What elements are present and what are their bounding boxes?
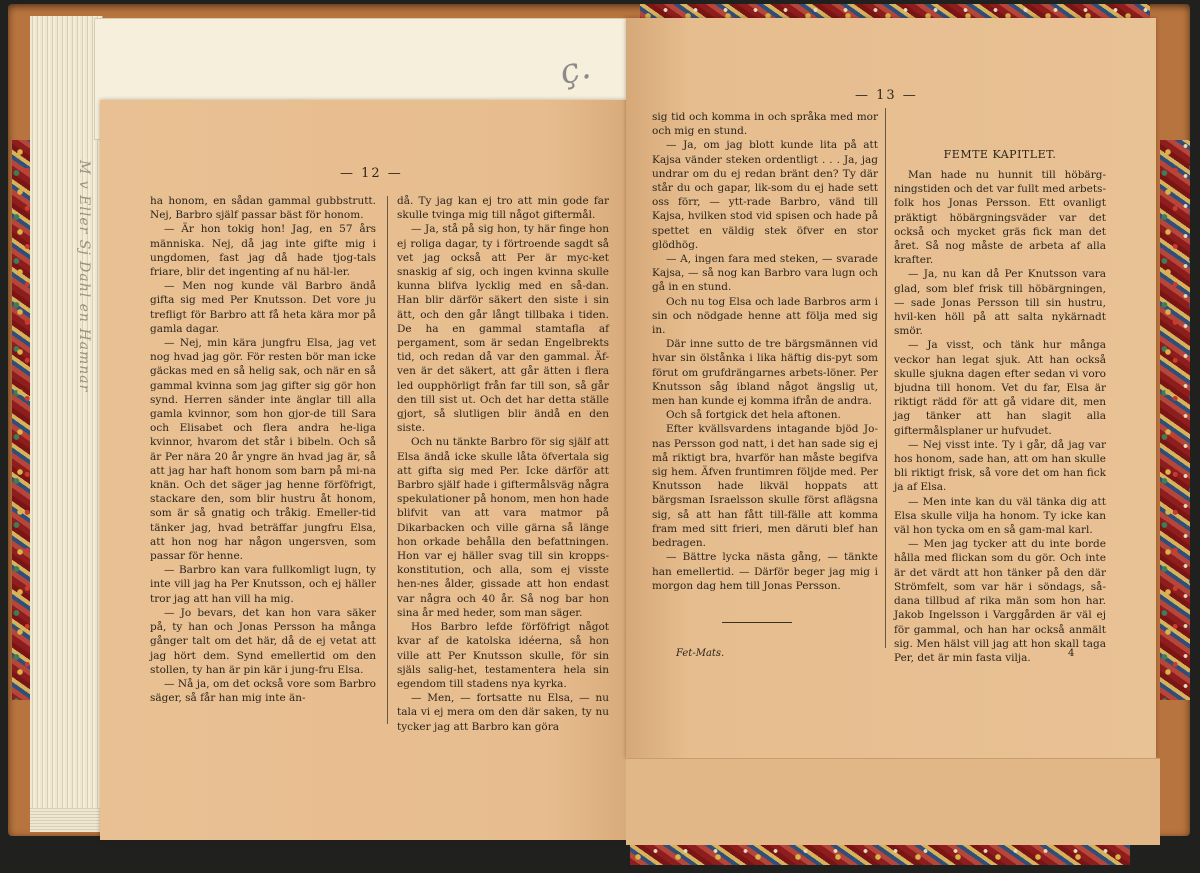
paragraph: Hos Barbro lefde förföfrigt något kvar af de katolska idéerna, så hon ville att Per Knutsson skulle, för sin själs salig-het, testamentera hela sin egendom till stadens nya kyrka.	[397, 621, 609, 690]
paragraph: — Men inte kan du väl tänka dig att Elsa skulle vilja ha honom. Ty icke kan väl hon tycka om en så gam-mal karl.	[894, 495, 1106, 537]
page-13-lower-margin	[626, 758, 1160, 845]
marbled-endpaper-bottom	[630, 845, 1130, 865]
paragraph: — Är hon tokig hon! Jag, en 57 års människa. Nej, då jag inte gifte mig i ungdomen, fast jag då hade tjog-tals friare, blir det ingenting af nu häl-ler.	[150, 223, 376, 279]
page-number-12: — 12 —	[340, 166, 403, 181]
manuscript-margin-note: M v Eller Sj Dahl en Hamnar	[76, 160, 92, 393]
column-divider	[387, 196, 388, 724]
column-divider	[885, 108, 886, 648]
paragraph: — Men nog kunde väl Barbro ändå gifta sig med Per Knutsson. Det vore ju trefligt för Barbro att få heta kära mor på gamla dagar.	[150, 280, 376, 335]
paragraph: Man hade nu hunnit till höbärg-ningstiden och det var fullt med arbets-folk hos Jonas Persson. Ett ovanligt präktigt höbärgningsväder var det också och mycket gräs fick man det året. Så nog måste de arbeta af alla krafter.	[894, 169, 1106, 267]
paragraph: — Nej, min kära jungfru Elsa, jag vet nog hvad jag gör. För resten bör man icke gäckas med en så helig sak, och när en så gammal kvinna som jag gifter sig gör hon synd. Herren sänder inte änglar till alla gamla kvinnor, som hon gjor-de till Sara och Elisabet och flera andra he-liga kvinnor, hvarom det står i bibeln. Och så är Per nära 20 år yngre än hvad jag är, så att jag har haft honom som barn på mi-na knän. Och det säger jag henne förföfrigt, stackare den, som blir hustru åt honom, som är så gnatig och tråkig. Emeller-tid tänker jag, hvad beträffar jungfru Elsa, att hon nog har någon ungersven, som passar för henne.	[150, 337, 376, 563]
paragraph: — Ja, stå på sig hon, ty här finge hon ej roliga dagar, ty i förtroende sagdt så vet jag också att Per är myc-ket snaskig af sig, och ingen kvinna skulle kunna blifva lycklig med en så-dan. Han blir därför säkert den siste i sin ätt, och den går långt tillbaka i tiden. De ha en gammal stamtafla af pergament, som är sedan Engelbrekts tid, och redan då var den gammal. Äf-ven är det säkert, att går ätten i flera led oupphörligt från far till son, så går den till sist ut. Och det har detta ställe gjort, så slutligen blir ändå en den siste.	[397, 223, 609, 435]
paragraph: — Ja, om jag blott kunde lita på att Kajsa vänder steken ordentligt . . . Ja, jag undrar om du ej redan bränt den? Ty där står du och gapar, lik-som du ej hade sett oss förr, — ytt-rade Barbro, vänd till Kajsa, hvilken stod vid spisen och hade på spettet en väldig stek öfver en stor glödhög.	[652, 139, 878, 251]
chapter-heading-wrap	[894, 140, 1106, 172]
section-rule	[722, 622, 792, 623]
paragraph: — Jo bevars, det kan hon vara säker på, ty han och Jonas Persson ha många gånger talt om det här, då de ej vetat att jag hört dem. Synd emellertid om den stollen, ty han är pin kär i jung-fru Elsa.	[150, 606, 376, 676]
page-13-column-2	[894, 168, 1106, 665]
paragraph: — Men jag tycker att du inte borde hålla med flickan som du gör. Och inte är det värdt att hon tänker på den där Strömfelt, som var här i söndags, så-dana tillbud af rika män som hon har. Jakob Ingelsson i Varggården är väl ej för gammal, och han har också anmält sig. Men hälst vill jag att hon skall taga Per, det är min fasta vilja.	[894, 538, 1106, 664]
paragraph: ha honom, en sådan gammal gubbstrutt. Nej, Barbro själf passar bäst för honom.	[150, 195, 376, 222]
paragraph: Där inne sutto de tre bärgsmännen vid hvar sin ölstånka i lika häftig dis-pyt som förut om grufdrängarnes arbets-löner. Per Knutsson såg ibland något ängslig ut, men han kunde ej komma ifrån de andra.	[652, 338, 878, 408]
flyleaf-handwritten-mark: ç.	[555, 46, 595, 94]
page-12-column-2	[397, 194, 609, 734]
page-12-column-1	[150, 194, 376, 705]
marbled-endpaper-right	[1160, 140, 1190, 700]
page-number-13: — 13 —	[855, 88, 918, 103]
paragraph: — A, ingen fara med steken, — svarade Kajsa, — så nog kan Barbro vara lugn och gå in en stund.	[652, 253, 878, 294]
signature-footer: Fet-Mats.	[676, 648, 725, 659]
paragraph: — Men, — fortsatte nu Elsa, — nu tala vi ej mera om den där saken, ty nu tycker jag att Barbro kan göra	[397, 692, 609, 733]
paragraph: Efter kvällsvardens intagande bjöd Jo-nas Persson god natt, i det han sade sig ej må riktigt bra, hvarför han måste begifva sig hem. Äfven fruntimren följde med. Per Knutsson hade likväl hoppats att bärgsman Israelsson skulle först aflägsna sig, så att han fått till-fälle att komma fram med sitt frieri, men däruti blef han bedragen.	[652, 423, 878, 550]
paragraph: — Nå ja, om det också vore som Barbro säger, så får han mig inte än-	[150, 677, 376, 705]
paragraph: Och nu tog Elsa och lade Barbros arm i sin och nödgade henne att följa med sig in.	[652, 295, 878, 337]
paragraph: sig tid och komma in och språka med mor och mig en stund.	[652, 111, 878, 138]
paragraph: då. Ty jag kan ej tro att min gode far skulle tvinga mig till något giftermål.	[397, 195, 609, 222]
paragraph: — Nej visst inte. Ty i går, då jag var hos honom, sade han, att om han skulle bli riktigt frisk, så vore det om han fick ja af Elsa.	[894, 438, 1106, 494]
paragraph: — Barbro kan vara fullkomligt lugn, ty inte vill jag ha Per Knutsson, och ej häller tror jag att han vill ha mig.	[150, 564, 376, 605]
paragraph: Och nu tänkte Barbro för sig själf att Elsa ändå icke skulle låta öfvertala sig att gifta sig med Per. Icke därför att Barbro själf hade i giftermålsväg några spekulationer på honom, men hon hade blifvit van att vara matmor på Dikarbacken och ville gärna så länge hon orkade behålla den befattningen. Hon var ej häller svag till sin kropps-konstitution, och alla, som ej visste hen-nes ålder, gissade att hon endast var några och 40 år. Så nog bar hon sina år med heder, som man säger.	[397, 436, 609, 619]
paragraph: — Ja visst, och tänk hur många veckor han legat sjuk. Att han också skulle sjukna dagen efter sedan vi voro bjudna till honom. Vet du far, Elsa är riktigt rädd för att gå vidare dit, men jag tänker att han slagit alla giftermålsplaner ur hufvudet.	[894, 339, 1106, 437]
signature-number: 4	[1068, 648, 1075, 659]
paragraph: — Ja, nu kan då Per Knutsson vara glad, som blef frisk till höbärgningen, — sade Jonas Persson till sin hustru, hvil-ken höll på att salta nykärnadt smör.	[894, 268, 1106, 338]
paragraph: Och så fortgick det hela aftonen.	[666, 409, 841, 422]
chapter-title: FEMTE KAPITLET.	[943, 148, 1057, 161]
page-13-column-1	[652, 110, 878, 593]
paragraph: — Bättre lycka nästa gång, — tänkte han emellertid. — Därför beger jag mig i morgon dag hem till Jonas Persson.	[652, 551, 878, 592]
